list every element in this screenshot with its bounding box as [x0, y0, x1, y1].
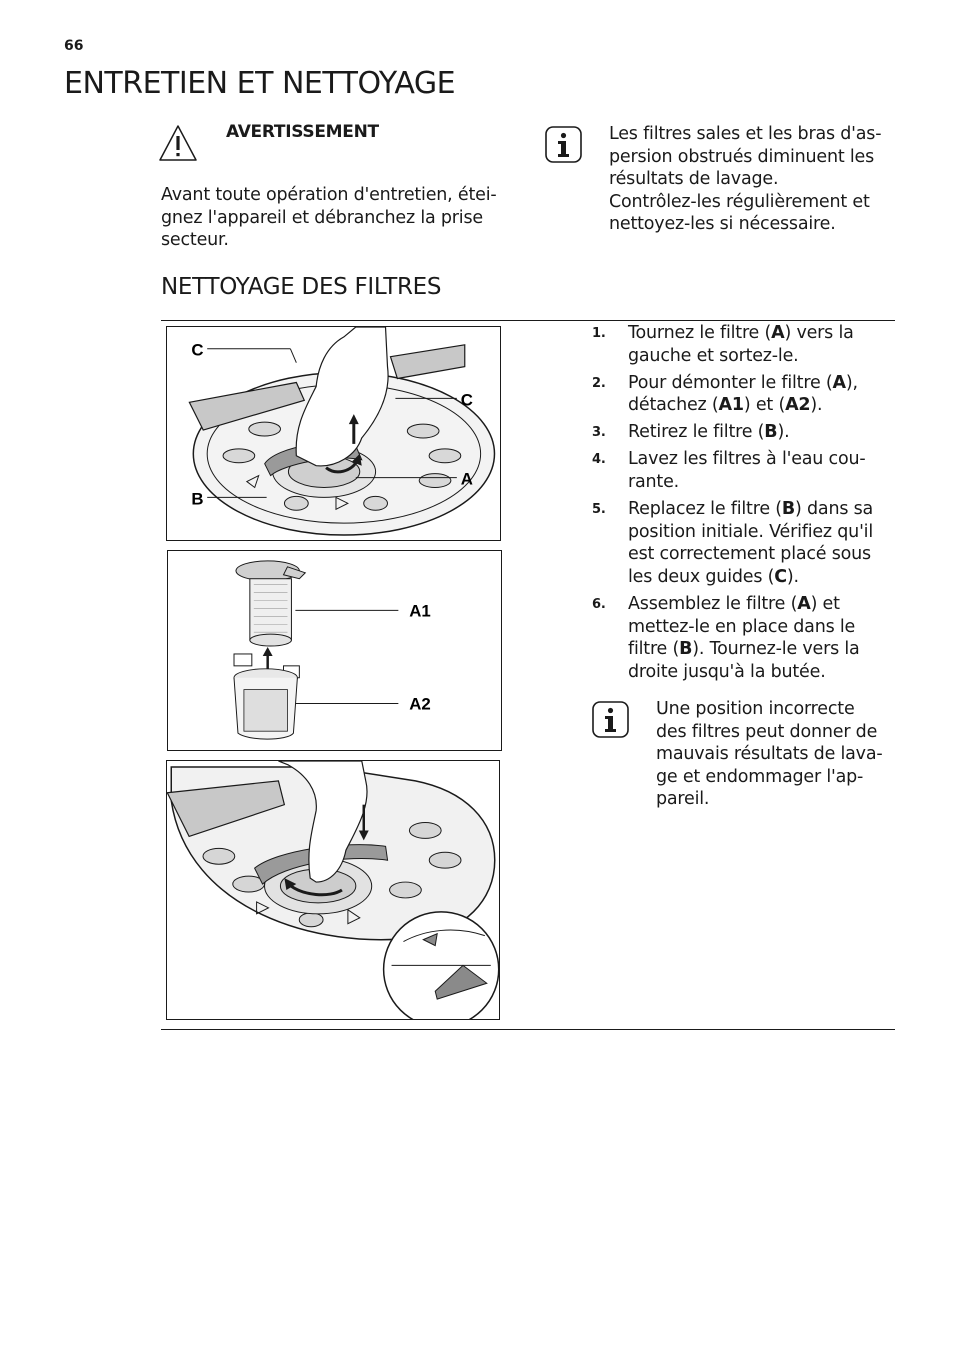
step-text: Retirez le filtre (B).	[628, 422, 790, 443]
step-number: 2.	[592, 375, 606, 391]
filter-removal-illustration	[167, 327, 500, 540]
step-text: Lavez les filtres à l'eau cou- rante.	[628, 449, 866, 493]
step-item	[590, 498, 890, 588]
callout-c-right: C	[460, 390, 473, 410]
callout-b: B	[191, 489, 204, 509]
step-number: 4.	[592, 452, 606, 468]
filter-reinsertion-illustration	[167, 761, 499, 1019]
info-note-filters: Les filtres sales et les bras d'as- persion obstrués diminuent les résultats de lavage. Contrôlez-les régulièrement et nettoyez-les si nécessaire.	[609, 124, 882, 235]
warning-title: AVERTISSEMENT	[226, 122, 379, 142]
step-text: Pour démonter le filtre (A), détachez (A1) et (A2).	[628, 372, 858, 416]
step-text: Tournez le filtre (A) vers la gauche et sortez-le.	[628, 323, 854, 366]
figure-reinsert-filter	[166, 760, 500, 1020]
step-text: Replacez le filtre (B) dans sa position initiale. Vérifiez qu'il est correctement placé sous les deux guides (C).	[628, 499, 874, 587]
step-number: 6.	[592, 597, 606, 613]
step-item	[590, 421, 890, 444]
step-item	[590, 372, 890, 417]
step-item	[590, 593, 890, 683]
info-note-position: Une position incorrecte des filtres peut donner de mauvais résultats de lava- ge et endommager l'ap- pareil.	[656, 699, 883, 810]
step-item	[590, 448, 890, 493]
page-title: ENTRETIEN ET NETTOYAGE	[64, 66, 456, 101]
step-number: 5.	[592, 502, 606, 518]
instruction-steps	[590, 322, 890, 688]
warning-triangle-icon	[158, 124, 198, 162]
callout-a1: A1	[409, 601, 431, 621]
page-number: 66	[64, 38, 84, 54]
step-number: 3.	[592, 425, 606, 441]
step-text: Assemblez le filtre (A) et mettez-le en place dans le filtre (B). Tournez-le vers la droite jusqu'à la butée.	[628, 594, 860, 682]
callout-a2: A2	[409, 694, 431, 714]
callout-c-left: C	[191, 340, 204, 360]
section-top-rule	[161, 320, 895, 321]
step-item	[590, 322, 890, 367]
section-bottom-rule	[161, 1029, 895, 1030]
step-number: 1.	[592, 326, 606, 341]
info-icon	[545, 126, 582, 163]
info-icon	[592, 701, 629, 738]
section-title: NETTOYAGE DES FILTRES	[161, 274, 442, 300]
figure-remove-filter	[166, 326, 501, 541]
warning-text: Avant toute opération d'entretien, étei- gnez l'appareil et débranchez la prise secteur.	[161, 185, 497, 251]
callout-a: A	[460, 469, 473, 489]
filter-parts-illustration	[168, 551, 501, 750]
figure-disassemble-filter	[167, 550, 502, 751]
